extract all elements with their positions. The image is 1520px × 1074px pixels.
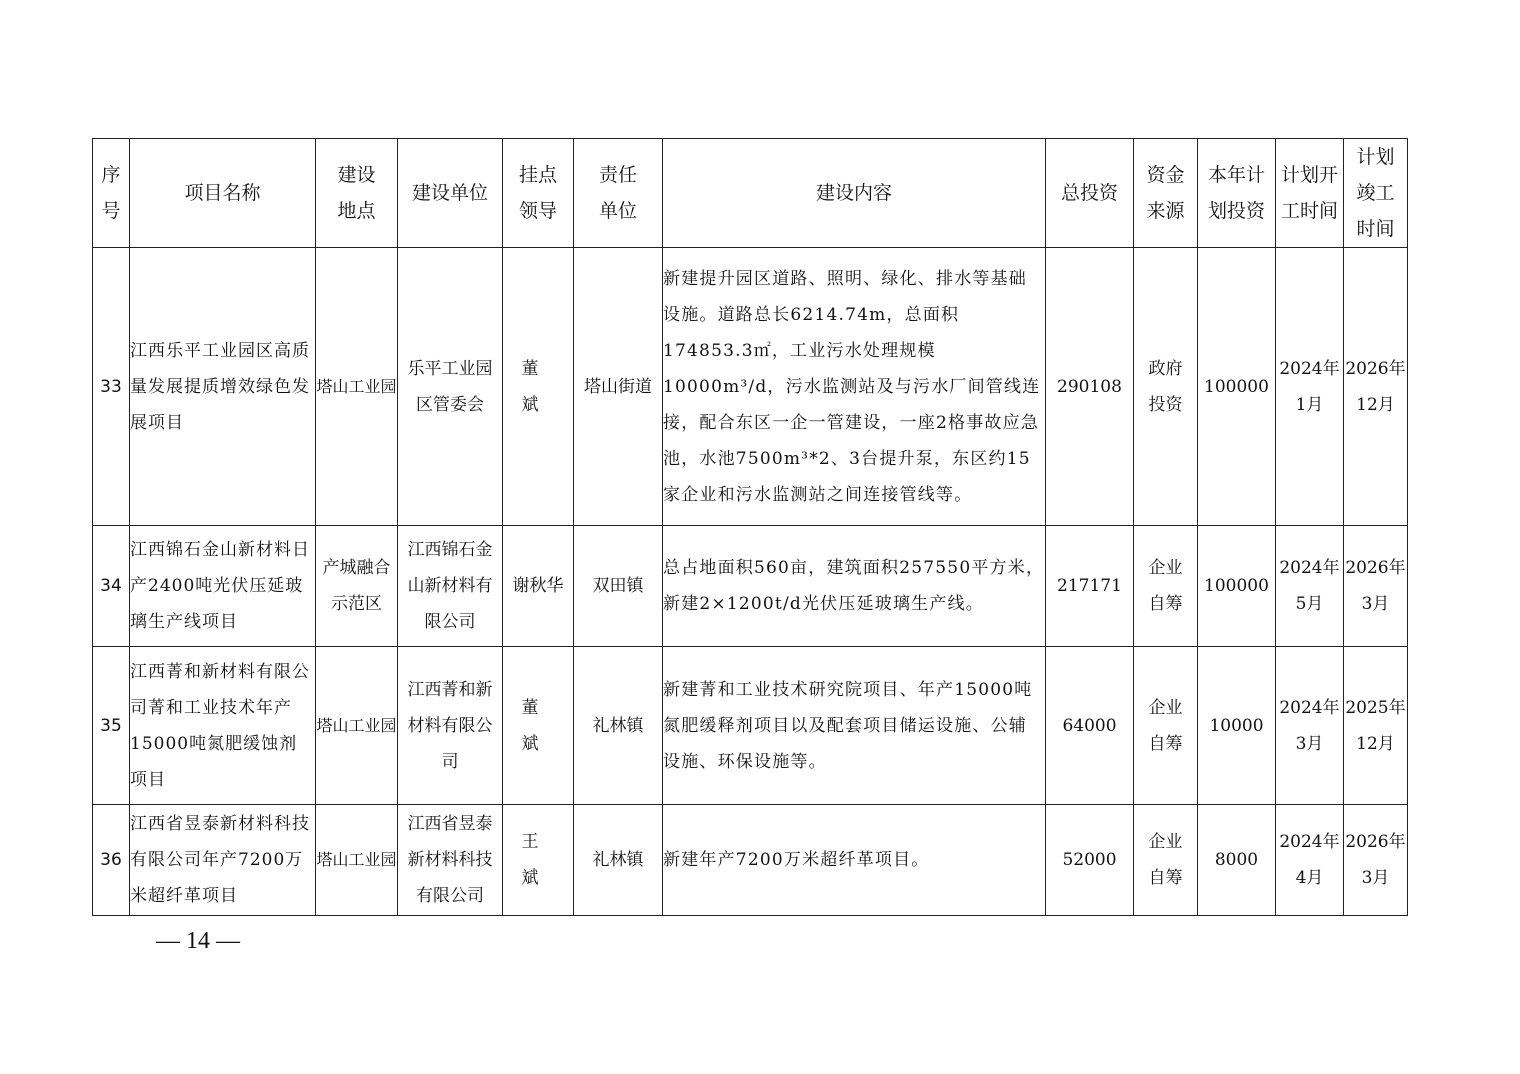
row-seq: 35 [93,647,130,805]
row-resp: 塔山街道 [574,248,663,526]
page-number: — 14 — [156,928,240,954]
row-end: 2026年3月 [1344,805,1408,916]
header-location: 建设地点 [316,139,398,248]
row-total: 52000 [1046,805,1134,916]
row-leader: 董 斌 [503,248,574,526]
row-fund: 政府投资 [1134,248,1198,526]
row-location: 塔山工业园 [316,647,398,805]
header-start: 计划开工时间 [1276,139,1344,248]
row-year-invest: 10000 [1198,647,1276,805]
row-unit: 江西菁和新材料有限公司 [398,647,503,805]
header-seq: 序号 [93,139,130,248]
header-name: 项目名称 [130,139,316,248]
row-total: 290108 [1046,248,1134,526]
row-year-invest: 8000 [1198,805,1276,916]
row-end: 2025年12月 [1344,647,1408,805]
header-fund: 资金来源 [1134,139,1198,248]
row-seq: 34 [93,526,130,647]
row-end: 2026年3月 [1344,526,1408,647]
row-year-invest: 100000 [1198,526,1276,647]
row-year-invest: 100000 [1198,248,1276,526]
table-header-row [93,139,1408,248]
row-location: 塔山工业园 [316,248,398,526]
row-unit: 江西省昱泰新材料科技有限公司 [398,805,503,916]
row-start: 2024年3月 [1276,647,1344,805]
row-total: 64000 [1046,647,1134,805]
row-unit: 江西锦石金山新材料有限公司 [398,526,503,647]
row-name: 江西菁和新材料有限公司菁和工业技术年产15000吨氮肥缓蚀剂项目 [130,647,316,805]
row-start: 2024年1月 [1276,248,1344,526]
row-content: 总占地面积560亩，建筑面积257550平方米，新建2×1200t/d光伏压延玻璃生产线。 [663,526,1046,647]
header-total: 总投资 [1046,139,1134,248]
header-end: 计划竣工时间 [1344,139,1408,248]
row-end: 2026年12月 [1344,248,1408,526]
row-content: 新建年产7200万米超纤革项目。 [663,805,1046,916]
header-year-invest: 本年计划投资 [1198,139,1276,248]
row-name: 江西省昱泰新材料科技有限公司年产7200万米超纤革项目 [130,805,316,916]
row-location: 产城融合示范区 [316,526,398,647]
table-row [93,248,1408,526]
header-leader: 挂点领导 [503,139,574,248]
header-content: 建设内容 [663,139,1046,248]
row-location: 塔山工业园 [316,805,398,916]
row-name: 江西乐平工业园区高质量发展提质增效绿色发展项目 [130,248,316,526]
row-resp: 礼林镇 [574,805,663,916]
row-content: 新建菁和工业技术研究院项目、年产15000吨氮肥缓释剂项目以及配套项目储运设施、公辅设施、环保设施等。 [663,647,1046,805]
table-row [93,526,1408,647]
row-content: 新建提升园区道路、照明、绿化、排水等基础设施。道路总长6214.74m，总面积174853.3㎡，工业污水处理规模10000m³/d，污水监测站及与污水厂间管线连接，配合东区一企一管建设，一座2格事故应急池，水池7500m³*2、3台提升泵，东区约15家企业和污水监测站之间连接管线等。 [663,248,1046,526]
table-row [93,647,1408,805]
row-fund: 企业自筹 [1134,526,1198,647]
row-start: 2024年4月 [1276,805,1344,916]
table-row [93,805,1408,916]
header-resp: 责任单位 [574,139,663,248]
row-total: 217171 [1046,526,1134,647]
row-fund: 企业自筹 [1134,805,1198,916]
row-leader: 王 斌 [503,805,574,916]
row-start: 2024年5月 [1276,526,1344,647]
row-name: 江西锦石金山新材料日产2400吨光伏压延玻璃生产线项目 [130,526,316,647]
row-resp: 礼林镇 [574,647,663,805]
row-resp: 双田镇 [574,526,663,647]
projects-table [92,138,1408,916]
row-leader: 谢秋华 [503,526,574,647]
row-seq: 33 [93,248,130,526]
row-leader: 董 斌 [503,647,574,805]
row-seq: 36 [93,805,130,916]
row-unit: 乐平工业园区管委会 [398,248,503,526]
header-unit: 建设单位 [398,139,503,248]
row-fund: 企业自筹 [1134,647,1198,805]
